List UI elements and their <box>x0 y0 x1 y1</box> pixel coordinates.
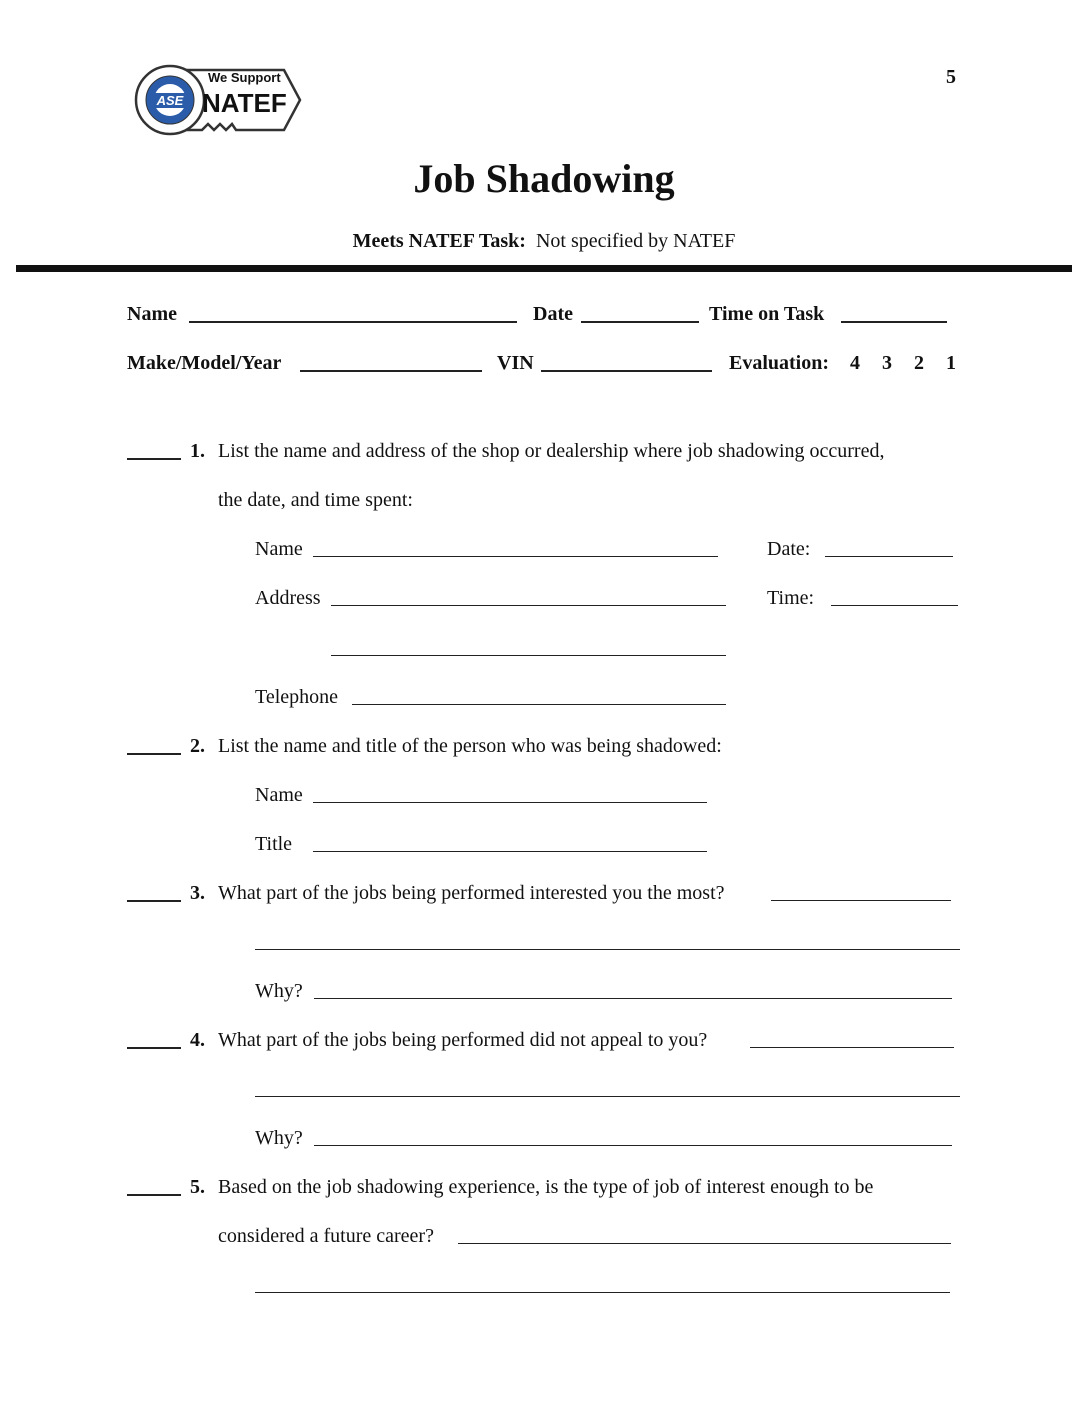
q2-number: 2. <box>190 735 205 757</box>
task-value: Not specified by NATEF <box>535 230 736 252</box>
q1-shop-name-label: Name <box>255 538 303 560</box>
q5-text-line2: considered a future career? <box>218 1225 434 1247</box>
q3-why-label: Why? <box>255 980 303 1002</box>
evaluation-score-1[interactable]: 1 <box>946 352 956 374</box>
q1-telephone-label: Telephone <box>255 686 339 708</box>
vin-label: VIN <box>497 352 534 374</box>
q5-answer-blank-line1[interactable] <box>458 1243 951 1244</box>
logo-support-text: We Support <box>208 70 281 85</box>
q3-score-blank[interactable] <box>127 900 181 902</box>
page-number: 5 <box>946 66 956 88</box>
task-label: Meets NATEF Task: <box>352 230 526 252</box>
q4-answer-blank-line1[interactable] <box>750 1047 954 1048</box>
time-on-task-blank[interactable] <box>841 321 947 323</box>
evaluation-label: Evaluation: <box>729 352 830 374</box>
q3-answer-blank-line2[interactable] <box>255 949 960 950</box>
q2-title-label: Title <box>255 833 293 855</box>
evaluation-score-2[interactable]: 2 <box>914 352 924 374</box>
q1-telephone-blank[interactable] <box>352 704 726 705</box>
make-model-year-label: Make/Model/Year <box>127 352 282 374</box>
q2-score-blank[interactable] <box>127 753 181 755</box>
name-label: Name <box>127 303 177 325</box>
date-blank[interactable] <box>581 321 699 323</box>
q3-text: What part of the jobs being performed interested you the most? <box>218 882 725 904</box>
q1-time-label: Time: <box>767 587 815 609</box>
q5-answer-blank-line2[interactable] <box>255 1292 950 1293</box>
q1-address-blank[interactable] <box>331 605 726 606</box>
name-blank[interactable] <box>189 321 517 323</box>
ase-seal-text: ASE <box>156 93 184 108</box>
q4-number: 4. <box>190 1029 205 1051</box>
vin-blank[interactable] <box>541 370 712 372</box>
evaluation-score-3[interactable]: 3 <box>882 352 892 374</box>
q1-date-label: Date: <box>767 538 811 560</box>
q3-number: 3. <box>190 882 205 904</box>
q2-text: List the name and title of the person who was being shadowed: <box>218 735 722 757</box>
q1-text-line1: List the name and address of the shop or dealership where job shadowing occurred, <box>218 440 885 462</box>
q4-text: What part of the jobs being performed did not appeal to you? <box>218 1029 708 1051</box>
q4-why-blank[interactable] <box>314 1145 952 1146</box>
q1-time-blank[interactable] <box>831 605 958 606</box>
q1-date-blank[interactable] <box>825 556 953 557</box>
q1-score-blank[interactable] <box>127 458 181 460</box>
date-label: Date <box>533 303 573 325</box>
q4-why-label: Why? <box>255 1127 303 1149</box>
q2-name-label: Name <box>255 784 303 806</box>
q2-name-blank[interactable] <box>313 802 707 803</box>
header-divider <box>16 265 1072 272</box>
logo-natef-text: NATEF <box>202 88 287 118</box>
q3-why-blank[interactable] <box>314 998 952 999</box>
time-on-task-label: Time on Task <box>709 303 825 325</box>
q5-text-line1: Based on the job shadowing experience, is the type of job of interest enough to be <box>218 1176 874 1198</box>
natef-logo <box>132 60 304 140</box>
q3-answer-blank-line1[interactable] <box>771 900 951 901</box>
q1-shop-name-blank[interactable] <box>313 556 718 557</box>
page-title: Job Shadowing <box>413 156 675 201</box>
q1-text-line2: the date, and time spent: <box>218 489 413 511</box>
q4-answer-blank-line2[interactable] <box>255 1096 960 1097</box>
q1-address-blank-line2[interactable] <box>331 655 726 656</box>
q1-address-label: Address <box>255 587 321 609</box>
q4-score-blank[interactable] <box>127 1047 181 1049</box>
q5-score-blank[interactable] <box>127 1194 181 1196</box>
make-model-year-blank[interactable] <box>300 370 482 372</box>
natef-key-logo-graphic <box>132 60 304 140</box>
q1-number: 1. <box>190 440 205 462</box>
natef-task-line <box>0 229 1088 253</box>
q2-title-blank[interactable] <box>313 851 707 852</box>
evaluation-score-4[interactable]: 4 <box>850 352 860 374</box>
q5-number: 5. <box>190 1176 205 1198</box>
